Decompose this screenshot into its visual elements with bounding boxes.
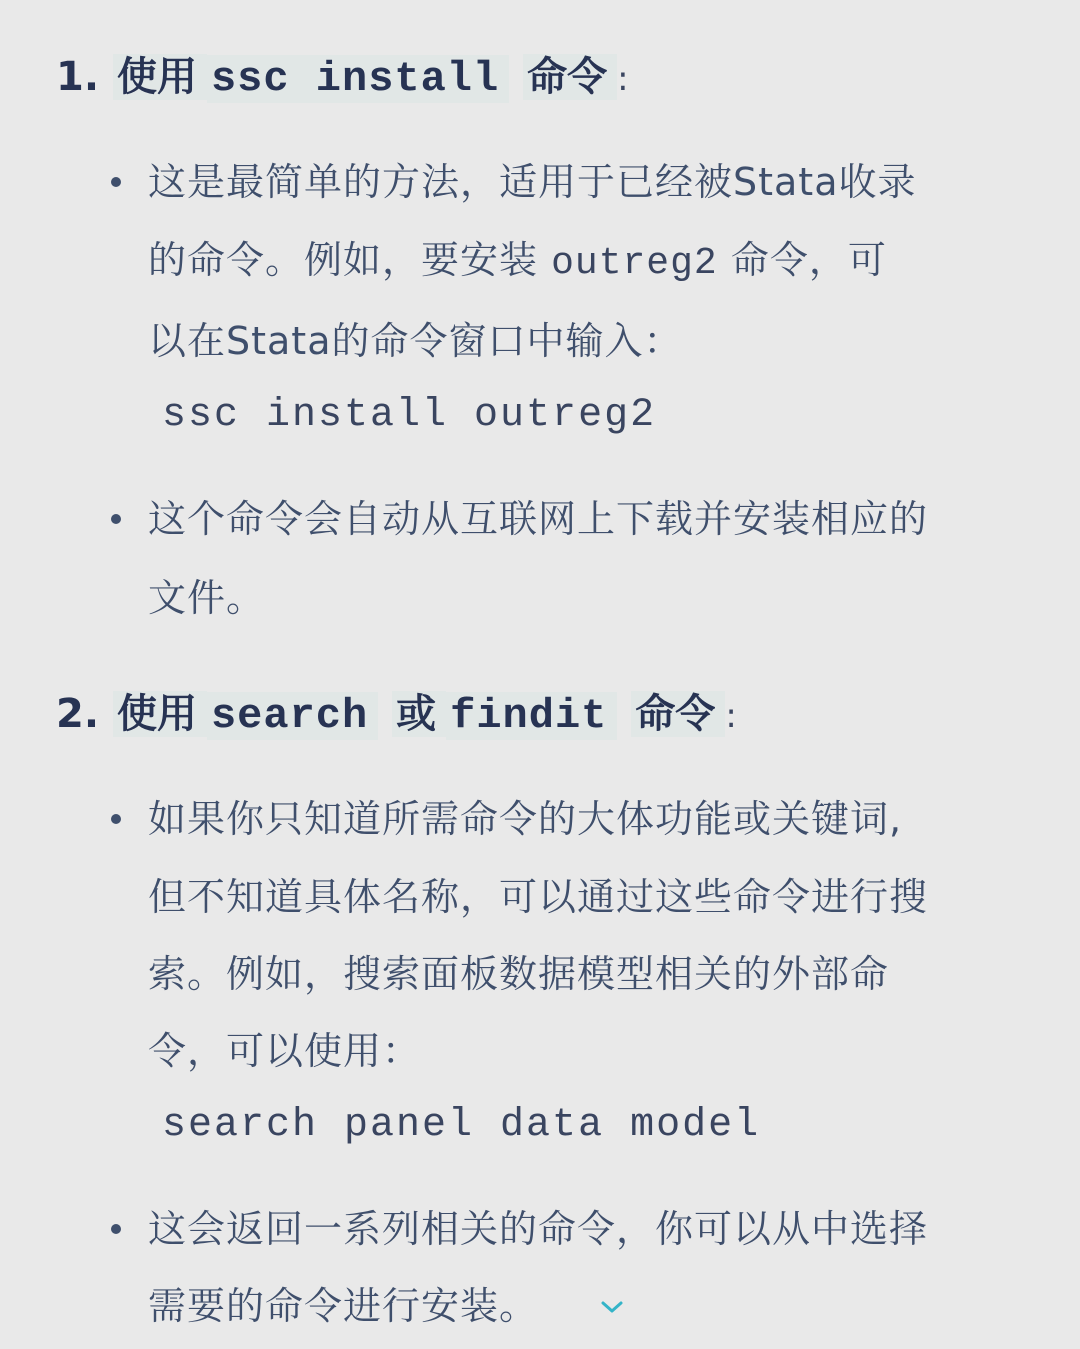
- section-2-command-search: search: [207, 692, 378, 740]
- bullet-2-1-line-4: 令，可以使用：: [148, 1029, 422, 1073]
- bullet-2-1-line-1: 如果你只知道所需命令的大体功能或关键词,: [148, 797, 903, 841]
- section-1-use-label: 使用: [113, 54, 207, 100]
- bullet-1-2-line-1: 这个命令会自动从互联网上下载并安装相应的: [148, 497, 929, 541]
- bullet-marker: [111, 814, 121, 824]
- code-snippet-ssc-install: ssc install outreg2: [162, 393, 657, 438]
- bullet-1-2-line-2: 文件。: [148, 576, 266, 620]
- bullet-marker: [111, 1224, 121, 1234]
- bullet-1-1-line-3: 以在Stata的命令窗口中输入：: [148, 319, 683, 363]
- section-2-use-label: 使用: [113, 691, 207, 737]
- bullet-marker: [111, 177, 121, 187]
- section-1-number: 1.: [56, 54, 100, 100]
- chevron-down-icon[interactable]: [600, 1300, 624, 1314]
- section-1-colon: :: [617, 59, 629, 99]
- bullet-2-2-line-1: 这会返回一系列相关的命令，你可以从中选择: [148, 1207, 929, 1251]
- section-2-heading: [56, 689, 737, 741]
- section-1-suffix: 命令: [523, 54, 617, 100]
- section-2-colon: :: [725, 696, 737, 736]
- bullet-1-1-line-1: 这是最简单的方法，适用于已经被Stata收录: [148, 160, 917, 204]
- bullet-2-1-line-2: 但不知道具体名称，可以通过这些命令进行搜: [148, 875, 929, 919]
- bullet-marker: [111, 514, 121, 524]
- section-2-command-findit: findit: [446, 692, 617, 740]
- section-2-or: 或: [392, 691, 446, 737]
- inline-code-outreg2: outreg2: [551, 242, 718, 285]
- section-1-command: ssc install: [207, 55, 509, 103]
- bullet-1-1-line-2-pre: 的命令。例如，要安装: [148, 238, 552, 282]
- section-1-heading: [56, 52, 629, 104]
- section-2-suffix: 命令: [631, 691, 725, 737]
- code-snippet-search: search panel data model: [162, 1103, 761, 1148]
- bullet-2-1-line-3: 索。例如，搜索面板数据模型相关的外部命: [148, 952, 890, 996]
- bullet-1-1-line-2: [148, 235, 887, 289]
- bullet-1-1-line-2-post: 命令，可: [717, 238, 887, 282]
- section-2-number: 2.: [56, 691, 100, 737]
- bullet-2-2-line-2: 需要的命令进行安装。: [148, 1284, 539, 1328]
